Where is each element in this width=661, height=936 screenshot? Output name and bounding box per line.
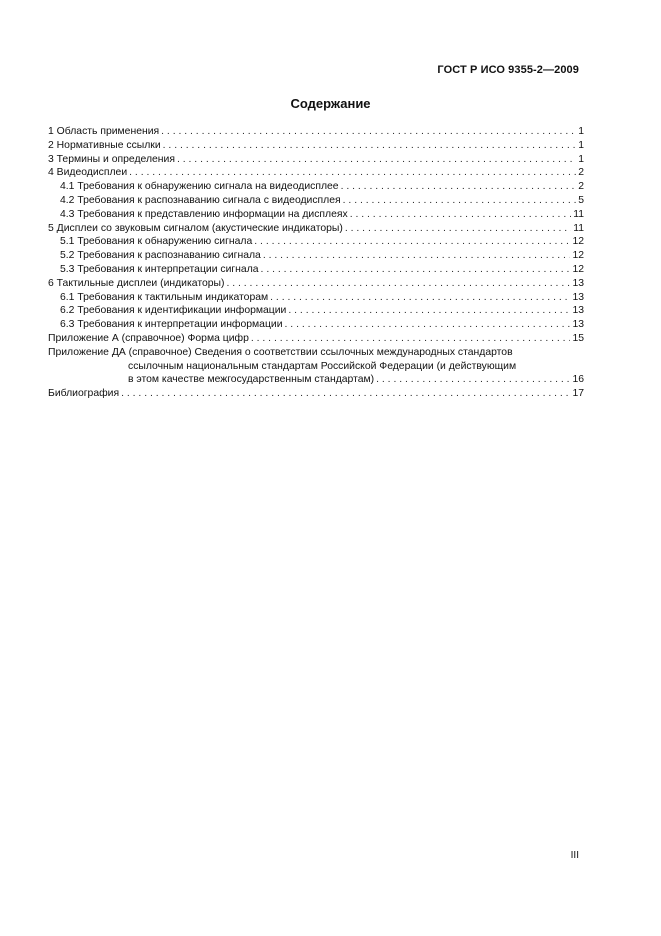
toc-entry-4-2[interactable] xyxy=(48,194,584,208)
toc-leader-dots xyxy=(163,139,577,153)
document-code: ГОСТ Р ИСО 9355-2—2009 xyxy=(437,64,579,76)
annex-da-line-3: в этом качестве межгосударственным стандартам) xyxy=(128,374,375,386)
toc-entry-5-1[interactable] xyxy=(48,235,584,249)
toc-entry-4-3[interactable] xyxy=(48,208,584,222)
toc-leader-dots xyxy=(161,125,576,139)
toc-leader-dots xyxy=(343,194,577,208)
toc-entry-6[interactable] xyxy=(48,277,584,291)
toc-page-number: 17 xyxy=(572,388,584,400)
toc-entry-text: 5.1 Требования к обнаружению сигнала xyxy=(60,236,253,248)
table-of-contents xyxy=(48,125,584,401)
toc-entry-annex-da[interactable] xyxy=(48,346,584,387)
toc-page-number: 16 xyxy=(572,374,584,386)
toc-leader-dots xyxy=(251,332,571,346)
toc-entry-6-1[interactable] xyxy=(48,291,584,305)
toc-entry-2[interactable] xyxy=(48,139,584,153)
toc-entry-text: 5 Дисплеи со звуковым сигналом (акустические индикаторы) xyxy=(48,222,343,234)
toc-entry-text: 4 Видеодисплеи xyxy=(48,167,128,179)
toc-page-number: 11 xyxy=(573,222,584,234)
toc-entry-text: 6.1 Требования к тактильным индикаторам xyxy=(60,291,269,303)
toc-entry-3[interactable] xyxy=(48,153,584,167)
toc-leader-dots xyxy=(341,180,577,194)
toc-entry-text: 4.3 Требования к представлению информации на дисплеях xyxy=(60,208,348,220)
page-title: Содержание xyxy=(290,96,371,111)
toc-entry-text: 1 Область применения xyxy=(48,126,160,137)
toc-entry-bibliography[interactable] xyxy=(48,387,584,401)
toc-entry-text: 4.1 Требования к обнаружению сигнала на видеодисплее xyxy=(60,181,339,193)
toc-page-number: 5 xyxy=(578,194,584,206)
toc-leader-dots xyxy=(177,153,576,167)
toc-entry-6-2[interactable] xyxy=(48,304,584,318)
toc-page-number: 12 xyxy=(572,263,584,275)
toc-leader-dots xyxy=(254,235,570,249)
toc-entry-text: 3 Термины и определения xyxy=(48,153,175,165)
toc-entry-5-2[interactable] xyxy=(48,249,584,263)
toc-entry-text: 6 Тактильные дисплеи (индикаторы) xyxy=(48,277,225,289)
toc-leader-dots xyxy=(350,208,572,222)
toc-page-number: 13 xyxy=(572,291,584,303)
annex-da-line-3-row xyxy=(48,373,584,387)
toc-page-number: 12 xyxy=(572,236,584,248)
toc-page-number: 11 xyxy=(573,208,584,220)
toc-leader-dots xyxy=(376,373,570,387)
toc-leader-dots xyxy=(270,291,570,305)
toc-entry-text: 5.3 Требования к интерпретации сигнала xyxy=(60,263,259,275)
toc-entry-text: 4.2 Требования к распознаванию сигнала с видеодисплея xyxy=(60,194,341,206)
toc-leader-dots xyxy=(288,304,570,318)
toc-entry-annex-a[interactable] xyxy=(48,332,584,346)
toc-leader-dots xyxy=(226,277,570,291)
toc-page-number: 13 xyxy=(572,305,584,317)
toc-page-number: 12 xyxy=(572,250,584,262)
toc-entry-5-3[interactable] xyxy=(48,263,584,277)
toc-entry-4-1[interactable] xyxy=(48,180,584,194)
toc-entry-4[interactable] xyxy=(48,166,584,180)
page-number-roman: III xyxy=(570,850,579,861)
toc-entry-6-3[interactable] xyxy=(48,318,584,332)
toc-entry-text: 2 Нормативные ссылки xyxy=(48,139,161,151)
toc-entry-text: 6.2 Требования к идентификации информации xyxy=(60,305,287,317)
toc-page-number: 13 xyxy=(572,277,584,289)
toc-page-number: 1 xyxy=(578,126,584,137)
toc-leader-dots xyxy=(129,166,576,180)
toc-page-number: 1 xyxy=(578,139,584,151)
toc-leader-dots xyxy=(121,387,570,401)
toc-page-number: 2 xyxy=(578,167,584,179)
toc-page-number: 1 xyxy=(578,153,584,165)
annex-da-line-2: ссылочным национальным стандартам Российской Федерации (и действующим xyxy=(128,360,517,372)
toc-entry-1[interactable] xyxy=(48,125,584,139)
toc-leader-dots xyxy=(263,249,571,263)
toc-leader-dots xyxy=(261,263,571,277)
toc-leader-dots xyxy=(285,318,571,332)
toc-page-number: 13 xyxy=(572,319,584,331)
annex-da-line-1: Приложение ДА (справочное) Сведения о соответствии ссылочных международных стандартов xyxy=(48,346,513,358)
toc-entry-text: 6.3 Требования к интерпретации информации xyxy=(60,319,283,331)
toc-page-number: 2 xyxy=(578,181,584,193)
toc-page-number: 15 xyxy=(572,332,584,344)
toc-entry-5[interactable] xyxy=(48,222,584,236)
toc-entry-text: Библиография xyxy=(48,388,120,400)
toc-entry-text: 5.2 Требования к распознаванию сигнала xyxy=(60,250,261,262)
toc-entry-text: Приложение А (справочное) Форма цифр xyxy=(48,332,249,344)
toc-leader-dots xyxy=(345,222,571,236)
